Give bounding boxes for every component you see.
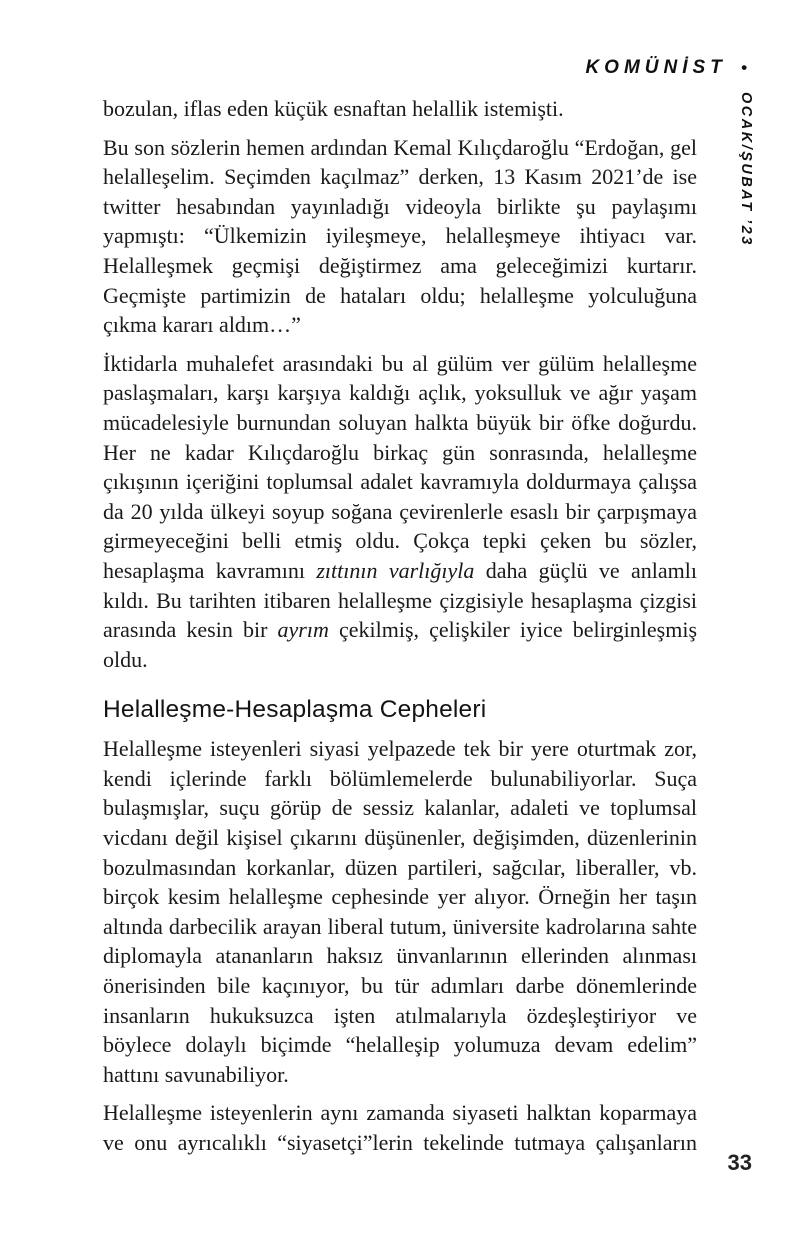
bullet-icon: • [741,58,747,77]
article-body [103,94,697,1167]
body-paragraph: Helalleşme isteyenleri siyasi yelpazede tek bir yere oturtmak zor, kendi içlerinde farklı bölümlemelerde bulunabiliyorlar. Suça bulaşmışlar, suçu görüp de sessiz kalanlar, adaleti ve toplumsal vicdanı değil kişisel çıkarını düşünenler, değişimden, düzenlerinin bozulmasından korkanlar, düzen partileri, sağcılar, liberaller, vb. birçok kesim helalleşme cephesinde yer alıyor. Örneğin her taşın altında darbecilik arayan liberal tutum, üniversite kadrolarına sahte diplomayla atananların haksız ünvanlarının ellerinden alınması önerisinden bile kaçınıyor, bu tür adımları darbe dönemlerinde insanların hukuksuzca işten atılmalarıyla özdeşleştiriyor ve böylece dolaylı biçimde “helalleşip yolumuza devam edelim” hattını savunabiliyor. [103,736,697,1087]
body-paragraph-runs-to-next-page: Helalleşme isteyenlerin aynı zamanda siyaseti halktan koparmaya ve onu ayrıcalıklı “siyasetçi”lerin tekelinde tutmaya çalışanların [103,1100,697,1155]
body-paragraph: İktidarla muhalefet arasındaki bu al gülüm ver gülüm helalleşme paslaşmaları, karşı karşıya kaldığı açlık, yoksulluk ve ağır yaşam mücadelesiyle burnundan soluyan halkta büyük bir öfke doğurdu. Her ne kadar Kılıçdaroğlu birkaç gün sonrasında, helalleşme çıkışının içeriğini toplumsal adalet kavramıyla doldurmaya çalışsa da 20 yılda ülkeyi soyup soğana çevirenlerle esaslı bir çarpışmaya girmeyeceğini belli etmiş oldu. Çokça tepki çeken bu sözler, hesaplaşma kavramını zıttının varlığıyla daha güçlü ve anlamlı kıldı. Bu tarihten itibaren helalleşme çizgisiyle hesaplaşma çizgisi arasında kesin bir ayrım çekilmiş, çelişkiler iyice belirginleşmiş oldu. [103,350,698,672]
body-paragraph: Bu son sözlerin hemen ardından Kemal Kılıçdaroğlu “Erdoğan, gel helalleşelim. Seçimden kaçılmaz” derken, 13 Kasım 2021’de ise twitter hesabından yayınladığı videoyla birlikte şu paylaşımı yapmıştı: “Ülkemizin iyileşmeye, helalleşmeye ihtiyacı var. Helalleşmek geçmişi değiştirmez ama geleceğimizi kurtarır. Geçmişte partimizin de hataları oldu; helalleşme yolculuğuna çıkma kararı aldım…” [103,134,697,338]
issue-date-vertical: OCAK/ŞUBAT ’23 [738,92,754,247]
journal-title-text: KOMÜNİST [585,57,727,78]
page-number: 33 [727,1150,752,1175]
section-heading: Helalleşme-Hesaplaşma Cepheleri [103,696,487,724]
journal-title [585,57,747,79]
body-paragraph-continuation: bozulan, iflas eden küçük esnaftan helallik istemişti. [103,96,564,121]
